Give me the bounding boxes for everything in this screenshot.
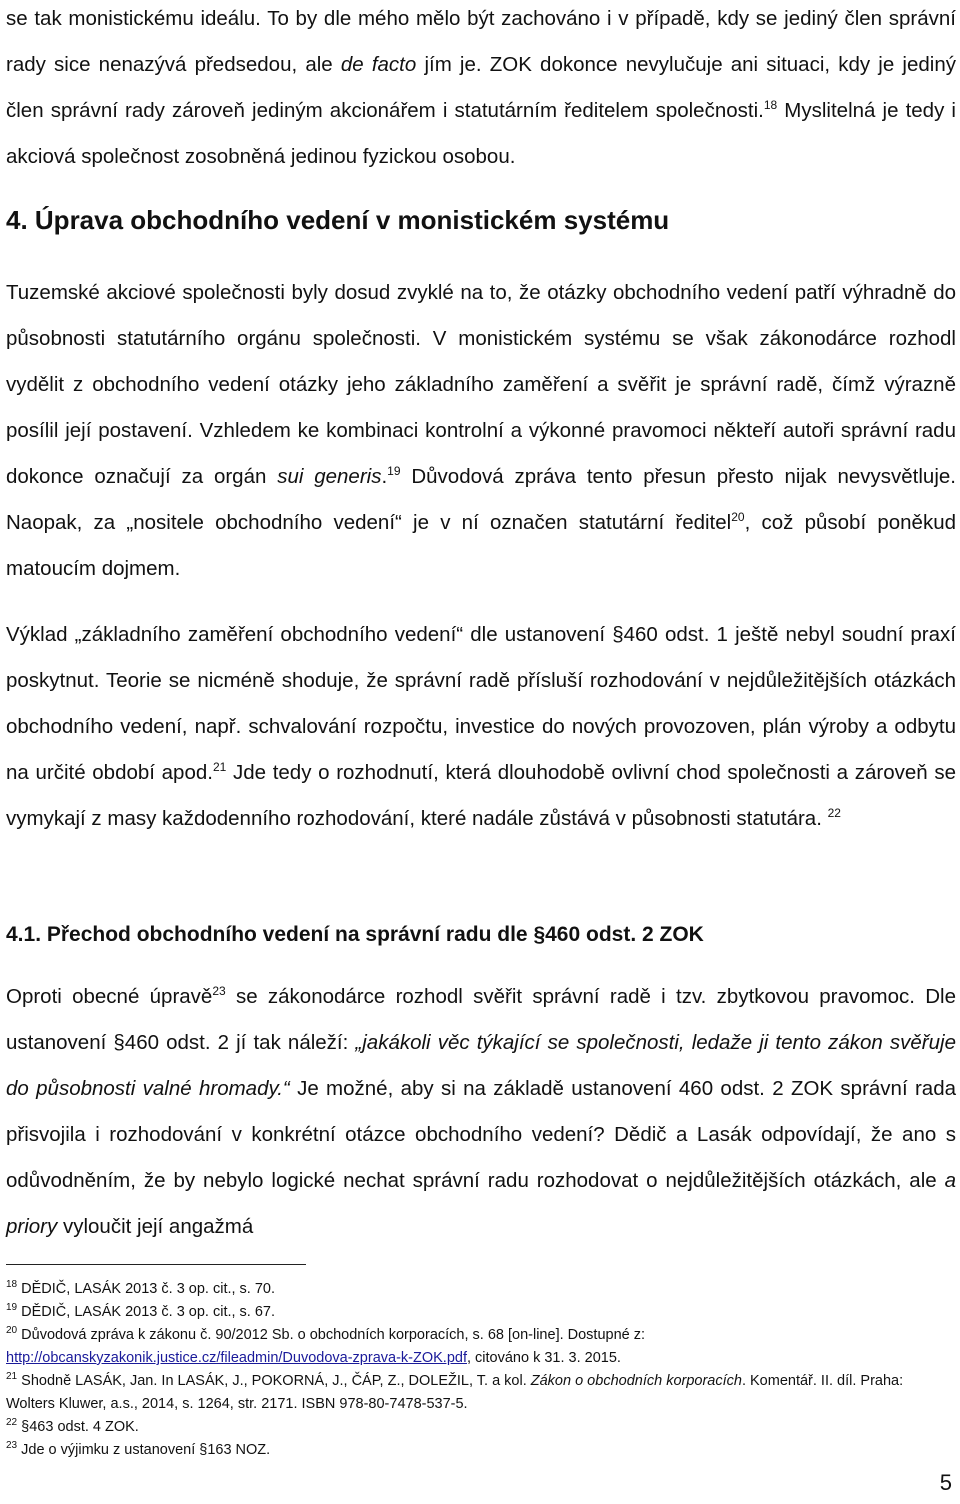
italic-text: a priory [6, 1169, 956, 1238]
text-run: Jde tedy o rozhodnutí, která dlouhodobě ovlivní chod společnosti a zároveň se vymykají z masy každodenního rozhodování, které nadále zůstává v působnosti statutára. [6, 761, 956, 830]
section-heading-4-1: 4.1. Přechod obchodního vedení na správní radu dle §460 odst. 2 ZOK [6, 923, 704, 946]
footnote-text: DĚDIČ, LASÁK 2013 č. 3 op. cit., s. 70. [17, 1281, 276, 1297]
text-run: Myslitelná je tedy i akciová společnost zosobněná jedinou fyzickou osobou. [6, 99, 956, 168]
footnote-number: 18 [6, 1279, 18, 1291]
text-run: Je možné, aby si na základě ustanovení 460 odst. 2 ZOK správní rada přisvojila i rozhodování v konkrétní otázce obchodního vedení? Dědič a Lasák odpovídají, že ano s odůvodněním, že by nebylo logické nechat správní radu rozhodovat o nejdůležitějších otázkách, ale [6, 1077, 957, 1192]
italic-text: de facto [340, 53, 417, 76]
footnote-text: §463 odst. 4 ZOK. [17, 1419, 139, 1435]
text-run: Tuzemské akciové společnosti byly dosud zvyklé na to, že otázky obchodního vedení patří výhradně do působnosti statutárního orgánu společnosti. V monistickém systému se však zákonodárce rozhodl vydělit z obchodního vedení otázky jeho základního zaměření a svěřit je správní radě, čímž výrazně posílil její postavení. Vzhledem ke kombinaci kontrolní a výkonné pravomoci někteří autoři správní radu dokonce označují za orgán [6, 281, 956, 488]
footnote-21 [6, 1370, 956, 1416]
footnote-text: . Komentář. II. díl. Praha: Wolters Kluwer, a.s., 2014, s. 1264, str. 2171. ISBN 978-80-7478-537-5. [6, 1373, 904, 1412]
footnote-italic: Zákon o obchodních korporacích [530, 1373, 742, 1389]
footnote-18 [6, 1278, 956, 1301]
text-run: jím je. ZOK dokonce nevylučuje ani situaci, kdy je jediný člen správní rady zároveň jediným akcionářem i statutárním ředitelem společnosti. [6, 53, 956, 122]
footnote-text: Shodně LASÁK, Jan. In LASÁK, J., POKORNÁ, J., ČÁP, Z., DOLEŽIL, T. a kol. [17, 1373, 531, 1389]
footnote-23 [6, 1439, 956, 1462]
text-run: Výklad „základního zaměření obchodního vedení“ dle ustanovení §460 odst. 1 ještě nebyl soudní praxí poskytnut. Teorie se nicméně shoduje, že správní radě přísluší rozhodování v nejdůležitějších otázkách obchodního vedení, např. schvalování rozpočtu, investice do nových provozoven, plán výroby a odbytu na určité období apod. [6, 623, 956, 784]
footnote-number: 21 [6, 1371, 18, 1383]
footnotes [6, 1278, 956, 1462]
footnote-ref-18[interactable]: 18 [763, 98, 778, 113]
footnote-22 [6, 1416, 956, 1439]
footnote-number: 19 [6, 1302, 18, 1314]
footnote-number: 20 [6, 1325, 18, 1337]
footnote-19 [6, 1301, 956, 1324]
text-run: Oproti obecné úpravě [6, 985, 213, 1008]
text-run: . [381, 465, 388, 488]
footnote-ref-22[interactable]: 22 [827, 806, 841, 821]
footnote-20 [6, 1324, 956, 1370]
italic-text: sui generis [277, 465, 382, 488]
text-run: se tak monistickému ideálu. To by dle mého mělo být zachováno i v případě, kdy se jediný člen správní rady sice nenazývá předsedou, ale [6, 7, 956, 76]
text-run: se zákonodárce rozhodl svěřit správní radě i tzv. zbytkovou pravomoc. Dle ustanovení §460 odst. 2 jí tak náleží: [6, 985, 956, 1054]
text-run: , což působí poněkud matoucím dojmem. [6, 511, 957, 580]
text-run: vyloučit její angažmá [57, 1215, 254, 1238]
footnote-link[interactable]: http://obcanskyzakonik.justice.cz/fileadmin/Duvodova-zprava-k-ZOK.pdf [6, 1350, 467, 1366]
footnote-ref-20[interactable]: 20 [731, 510, 745, 525]
section-heading-4: 4. Úprava obchodního vedení v monistickém systému [6, 205, 670, 235]
footnote-text: Důvodová zpráva k zákonu č. 90/2012 Sb. o obchodních korporacích, s. 68 [on-line]. Dostupné z: [17, 1327, 646, 1343]
footnote-ref-21[interactable]: 21 [212, 760, 227, 775]
footnote-ref-19[interactable]: 19 [387, 464, 401, 479]
footnote-number: 23 [6, 1440, 18, 1452]
page-number: 5 [939, 1470, 952, 1495]
section41-paragraph [6, 974, 956, 1250]
footnote-separator [6, 1264, 306, 1265]
italic-quote: „jakákoli věc týkající se společnosti, ledaže ji tento zákon svěřuje do působnosti valné hromady.“ [6, 1031, 956, 1100]
footnote-text: Jde o výjimku z ustanovení §163 NOZ. [17, 1442, 271, 1458]
section4-paragraph-2 [6, 612, 956, 842]
footnote-text: , citováno k 31. 3. 2015. [466, 1350, 621, 1366]
footnote-ref-23[interactable]: 23 [212, 984, 226, 999]
footnote-text: DĚDIČ, LASÁK 2013 č. 3 op. cit., s. 67. [17, 1304, 276, 1320]
footnote-number: 22 [6, 1417, 18, 1429]
section4-paragraph-1 [6, 270, 956, 592]
text-run: Důvodová zpráva tento přesun přesto nijak nevysvětluje. Naopak, za „nositele obchodního vedení“ je v ní označen statutární ředitel [6, 465, 956, 534]
intro-paragraph [6, 0, 956, 180]
